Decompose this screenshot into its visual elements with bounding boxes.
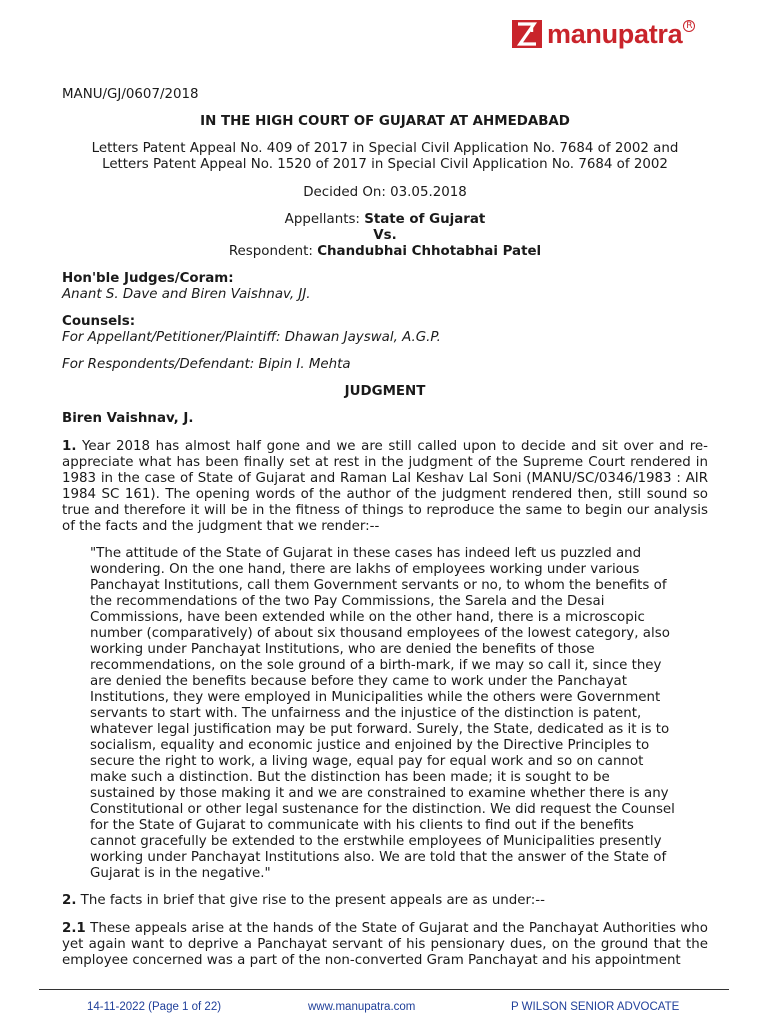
counsels-heading: Counsels: [62,314,136,329]
footer-website-link[interactable]: www.manupatra.com [308,1001,416,1013]
quote-line: servants to start with. The unfairness and the injustice of the distinction is patent, [90,706,642,721]
quote-line: working under Panchayat Institutions also. We are told that the answer of the State of [90,850,667,865]
quote-line: Gujarat is in the negative." [90,866,271,881]
quote-line: are denied the benefits because before they came to work under the Panchayat [90,674,628,689]
respondent-name: Chandubhai Chhotabhai Patel [317,244,542,259]
quote-line: Commissions, have been extended while on the other hand, there is a microscopic [90,610,645,625]
parties [62,212,708,260]
paragraph-text: These appeals arise at the hands of the State of Gujarat and the Panchayat Authorities who yet again want to deprive a Panchayat servant of his pensionary dues, on the ground that the employee concerned was a part of the non-converted Gram Panchayat and his appointment [62,921,708,968]
footer-page-info: 14-11-2022 (Page 1 of 22) [87,1001,222,1013]
coram-judges: Anant S. Dave and Biren Vaishnav, JJ. [62,287,311,302]
paragraph-2 [62,893,708,909]
footer-licensee: P WILSON SENIOR ADVOCATE [511,1001,680,1013]
quote-line: recommendations, on the sole ground of a birth-mark, if we may so call it, since they [90,658,662,673]
registered-mark: R [683,20,695,32]
quote-line: working under Panchayat Institutions, who are denied the benefits of those [90,642,595,657]
decided-on: Decided On: 03.05.2018 [303,185,467,200]
quote-line: whatever legal justification may be put forward. Surely, the State, dedicated as it is to [90,722,670,737]
paragraph-number: 1. [62,439,77,454]
paragraph-2-1 [62,921,708,969]
quote-line: secure the right to work, a living wage, equal pay for equal work and so on cannot [90,754,644,769]
court-name: IN THE HIGH COURT OF GUJARAT AT AHMEDABAD [200,114,570,129]
appellants-label: Appellants: [284,212,365,227]
respondent-line [62,244,708,260]
quote-line: Panchayat Institutions, call them Government servants or no, to whom the benefits of [90,578,667,593]
counsel-appellant: For Appellant/Petitioner/Plaintiff: Dhawan Jayswal, A.G.P. [62,330,441,345]
paragraph-number: 2.1 [62,921,86,936]
quote-line: wondering. On the one hand, there are lakhs of employees working under various [90,562,640,577]
quote-line: "The attitude of the State of Gujarat in these cases has indeed left us puzzled and [90,546,642,561]
footer-divider [39,989,729,990]
paragraph-text: Year 2018 has almost half gone and we are still called upon to decide and sit over and re-appreciate what has been finally set at rest in the judgment of the Supreme Court rendered in 1983 in the case of State of Gujarat and Raman Lal Keshav Lal Soni (MANU/SC/0346/1983 : AIR 1984 SC 161). The opening words of the author of the judgment rendered then, still sound so true and therefore it will be in the fitness of things to reproduce the same to begin our analysis of the facts and the judgment that we render:-- [62,439,708,534]
quote-line: cannot gracefully be extended to the erstwhile employees of Municipalities presently [90,834,662,849]
appeal-numbers [62,141,708,173]
quote-line: make such a distinction. But the distinction has been made; it is sought to be [90,770,610,785]
paragraph-number: 2. [62,893,77,908]
citation: MANU/GJ/0607/2018 [62,87,199,102]
appeal-line-1: Letters Patent Appeal No. 409 of 2017 in Special Civil Application No. 7684 of 2002 and [91,141,679,156]
paragraph-1 [62,439,708,535]
quote-line: number (comparatively) of about six thousand employees of the lowest category, also [90,626,670,641]
quote-line: Constitutional or other legal sustenance for the distinction. We did request the Counsel [90,802,675,817]
quote-line: the recommendations of the two Pay Commissions, the Sarela and the Desai [90,594,605,609]
quote-line: sustained by those making it and we are constrained to examine whether there is any [90,786,669,801]
quote-line: Institutions, they were employed in Municipalities while the others were Government [90,690,661,705]
versus: Vs. [373,228,397,243]
counsel-respondent: For Respondents/Defendant: Bipin I. Mehta [62,357,351,372]
respondent-label: Respondent: [228,244,318,259]
brand-name: manupatra [547,18,683,49]
paragraph-text: The facts in brief that give rise to the present appeals are as under:-- [76,893,545,908]
coram-heading: Hon'ble Judges/Coram: [62,271,234,286]
judge-name: Biren Vaishnav, J. [62,411,194,426]
judgment-heading: JUDGMENT [344,384,426,399]
block-quote [90,546,704,882]
appellants-line [62,212,708,228]
manupatra-logo [512,20,695,48]
quote-line: socialism, equality and economic justice and enjoined by the Directive Principles to [90,738,650,753]
document-body [62,87,708,969]
manupatra-logo-icon [512,20,542,48]
appeal-line-2: Letters Patent Appeal No. 1520 of 2017 in Special Civil Application No. 7684 of 2002 [102,157,668,172]
quote-line: for the State of Gujarat to communicate with his clients to find out if the benefits [90,818,634,833]
appellants-name: State of Gujarat [364,212,486,227]
